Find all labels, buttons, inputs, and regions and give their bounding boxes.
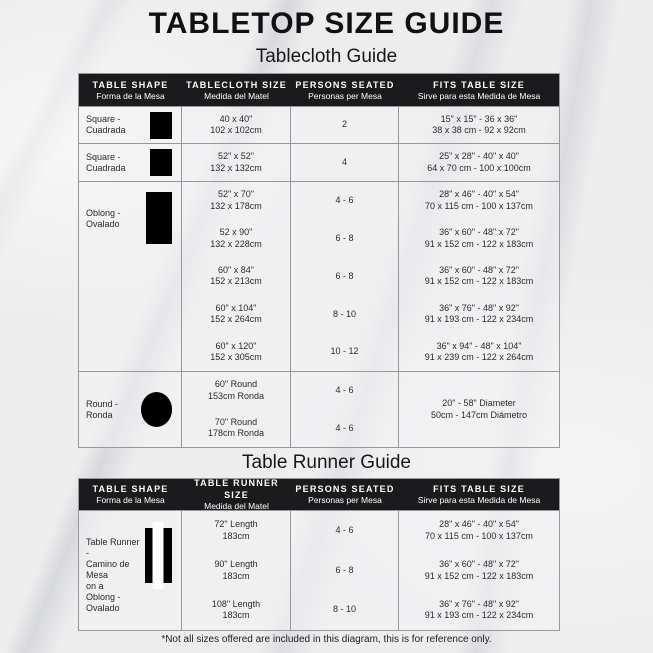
table-row-round [79,371,559,447]
persons-value: 6 - 8 [335,270,354,281]
fits-value: 36" x 60" - 48" x 72" 91 x 152 cm - 122 x 183cm [424,264,534,287]
page-title: TABLETOP SIZE GUIDE [148,7,505,40]
fits-value: 28" x 46" - 40" x 54" 70 x 115 cm - 100 x 137cm [425,519,533,541]
persons-value: 10 - 12 [330,346,359,357]
shape-label: Round - Ronda [86,398,119,420]
fits-value: 28" x 46" - 40" x 54" 70 x 115 cm - 100 x 137cm [425,189,533,211]
size-value: 108" Length 183cm [211,598,261,621]
size-value: 60" x 120" 152 x 305cm [210,340,262,363]
tablecloth-header-row [79,74,559,106]
persons-cell [291,372,399,447]
size-value [182,144,290,181]
column-header-tablecloth-size [182,74,291,106]
tablecloth-guide-title: Tablecloth Guide [255,46,398,67]
fits-value: 36" x 76" - 48" x 92" 91 x 193 cm - 122 x 234cm [424,302,534,325]
column-header-persons-seated [291,74,399,106]
shape-label: Square - Cuadrada [86,151,126,173]
tablecloth-guide-table [78,73,560,448]
shape-label: Table Runner - Camino de Mesa on a Oblong - Ovalado [86,537,140,613]
size-cell [182,372,291,447]
size-value [182,107,290,143]
header-es: Forma de la Mesa [96,495,165,505]
header-es: Personas per Mesa [308,495,382,505]
header-es: Medida del Matel [204,90,269,101]
persons-value: 6 - 8 [335,564,354,575]
persons-value: 4 [341,156,347,167]
persons-cell [291,107,399,143]
column-header-fits-table-size [399,479,559,510]
fits-cell-merged [399,372,559,447]
table-runner-icon [145,528,172,583]
header-es: Sirve para esta Medida de Mesa [417,90,541,101]
header-en: FITS TABLE SIZE [433,484,525,494]
persons-cell [291,182,399,371]
fits-value: 36" x 60" - 48" x 72" 91 x 152 cm - 122 x 183cm [424,227,534,249]
persons-value: 4 - 6 [335,525,354,536]
table-runner-guide-title: Table Runner Guide [242,452,411,473]
persons-value: 2 [341,119,347,130]
size-cell [182,144,291,181]
header-en: PERSONS SEATED [295,484,395,494]
size-value: 60" Round 153cm Ronda [207,379,265,401]
column-header-table-runner-size [182,479,291,510]
table-row-square-52 [79,143,559,181]
size-value: 70" Round 178cm Ronda [207,416,265,439]
column-header-table-shape [79,74,182,106]
fits-value: 20" - 58" Diameter 50cm - 147cm Diámetro [430,398,528,420]
size-cm: 132 x 132cm [210,162,262,173]
fits-inches: 15" x 15" - 36 x 36" [440,113,518,124]
size-value: 72" Length 183cm [214,519,258,541]
fits-cell [399,144,559,181]
persons-value: 4 - 6 [335,385,354,395]
column-header-persons-seated [291,479,399,510]
shape-cell [79,144,182,181]
header-en: TABLE RUNNER SIZE [194,478,279,500]
fits-value [399,107,559,143]
table-runner-guide-table [78,478,560,631]
fits-cm: 38 x 38 cm - 92 x 92cm [432,125,526,135]
fits-cell [399,107,559,143]
column-header-table-shape [79,479,182,510]
shape-cell [79,511,182,630]
runner-stripe [153,522,164,589]
table-row-square-40 [79,106,559,143]
size-value: 52" x 70" 132 x 178cm [210,189,262,211]
fits-value [399,144,559,181]
persons-cell [291,511,399,630]
square-icon [150,112,172,139]
persons-value: 4 - 6 [335,195,354,206]
header-es: Medida del Matel [204,501,269,511]
runner-header-row [79,479,559,510]
size-cm: 102 x 102cm [210,125,262,135]
table-row-runner [79,510,559,630]
square-icon [150,149,172,176]
header-es: Personas per Mesa [308,90,382,101]
persons-value: 8 - 10 [332,604,356,615]
header-en: TABLE SHAPE [92,79,169,90]
footnote: *Not all sizes offered are included in this diagram, this is for reference only. [161,634,492,645]
circle-icon [141,392,172,427]
fits-cell [399,511,559,630]
table-row-oblong [79,181,559,371]
fits-value: 36" x 60" - 48" x 72" 91 x 152 cm - 122 x 183cm [424,559,534,581]
size-inches: 40 x 40" [219,113,253,124]
size-cell [182,107,291,143]
persons-value: 6 - 8 [335,232,354,243]
persons-cell [291,144,399,181]
fits-inches: 25" x 28" - 40" x 40" [439,151,519,161]
header-es: Sirve para esta Medida de Mesa [417,495,541,505]
size-value: 60" x 84" 152 x 213cm [210,264,262,287]
header-en: FITS TABLE SIZE [433,79,525,90]
fits-cell [399,182,559,371]
size-value: 90" Length 183cm [214,559,258,581]
shape-cell [79,107,182,143]
size-cell [182,511,291,630]
size-cell [182,182,291,371]
header-en: PERSONS SEATED [295,79,395,90]
oblong-icon [146,192,172,244]
persons-value: 4 - 6 [335,422,354,433]
header-es: Forma de la Mesa [96,90,165,101]
size-value: 52 x 90" 132 x 228cm [210,227,262,249]
header-en: TABLE SHAPE [92,484,169,494]
column-header-fits-table-size [399,74,559,106]
shape-label: Square - Cuadrada [86,114,126,135]
size-inches: 52" x 52" [218,151,254,161]
fits-cm: 64 x 70 cm - 100 x 100cm [427,162,531,173]
fits-value: 36" x 76" - 48" x 92" 91 x 193 cm - 122 x 234cm [424,598,534,621]
fits-value: 36" x 94" - 48" x 104" 91 x 239 cm - 122 x 264cm [424,340,534,363]
shape-label: Oblong - Ovalado [86,208,121,229]
size-value: 60" x 104" 152 x 264cm [210,302,262,325]
header-en: TABLECLOTH SIZE [186,79,287,90]
shape-cell [79,182,182,371]
shape-cell [79,372,182,447]
persons-value: 8 - 10 [332,308,356,319]
